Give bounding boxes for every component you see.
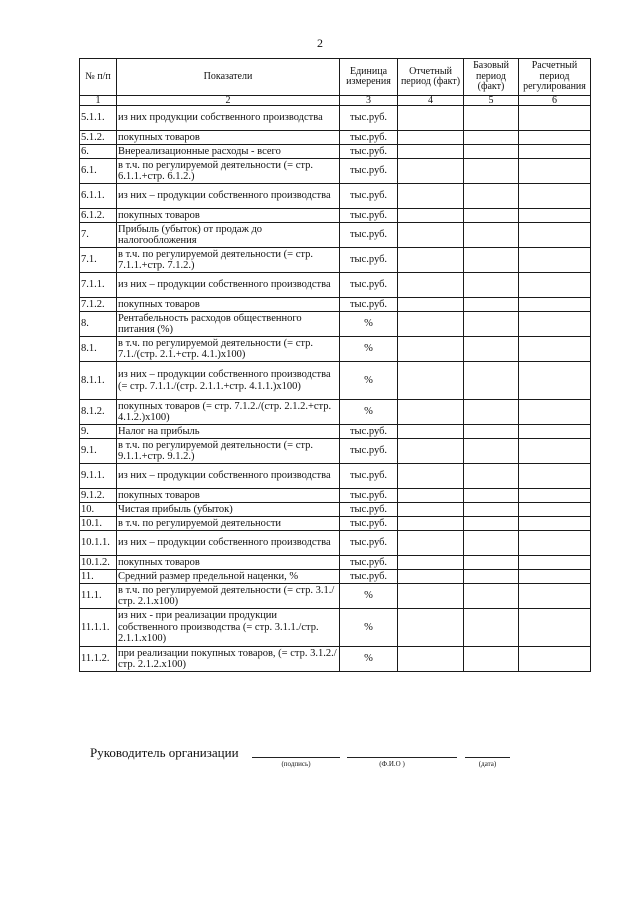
table-row bbox=[80, 145, 591, 159]
cell-regulation-period[interactable] bbox=[519, 159, 591, 184]
manager-label: Руководитель организации bbox=[90, 745, 239, 760]
row-label: в т.ч. по регулируемой деятельности (= стр. 3.1./стр. 2.1.x100) bbox=[117, 584, 340, 609]
cell-base-period[interactable] bbox=[464, 556, 519, 570]
row-unit: тыс.руб. bbox=[340, 209, 398, 223]
row-unit: тыс.руб. bbox=[340, 248, 398, 273]
row-unit: тыс.руб. bbox=[340, 131, 398, 145]
row-unit: % bbox=[340, 312, 398, 337]
header-indicators: Показатели bbox=[117, 59, 340, 96]
cell-regulation-period[interactable] bbox=[519, 517, 591, 531]
row-unit: % bbox=[340, 584, 398, 609]
table-row bbox=[80, 131, 591, 145]
row-number: 11. bbox=[80, 570, 117, 584]
cell-reporting-period[interactable] bbox=[398, 489, 464, 503]
row-label: покупных товаров bbox=[117, 131, 340, 145]
signature-caption: (подпись) bbox=[281, 760, 311, 768]
table-row bbox=[80, 570, 591, 584]
row-unit: тыс.руб. bbox=[340, 489, 398, 503]
cell-base-period[interactable] bbox=[464, 609, 519, 647]
cell-reporting-period[interactable] bbox=[398, 464, 464, 489]
cell-regulation-period[interactable] bbox=[519, 337, 591, 362]
table-row bbox=[80, 584, 591, 609]
row-label: покупных товаров (= стр. 7.1.2./(стр. 2.1.2.+стр. 4.1.2.)x100) bbox=[117, 400, 340, 425]
row-unit: тыс.руб. bbox=[340, 223, 398, 248]
cell-reporting-period[interactable] bbox=[398, 298, 464, 312]
cell-regulation-period[interactable] bbox=[519, 647, 591, 672]
cell-base-period[interactable] bbox=[464, 531, 519, 556]
row-label: Рентабельность расходов общественного питания (%) bbox=[117, 312, 340, 337]
cell-regulation-period[interactable] bbox=[519, 425, 591, 439]
row-number: 6.1.2. bbox=[80, 209, 117, 223]
row-number: 10. bbox=[80, 503, 117, 517]
header-num: № п/п bbox=[80, 59, 117, 96]
row-number: 5.1.1. bbox=[80, 106, 117, 131]
cell-regulation-period[interactable] bbox=[519, 464, 591, 489]
row-label: из них – продукции собственного производства (= стр. 7.1.1./(стр. 2.1.1.+стр. 4.1.1.)x100) bbox=[117, 362, 340, 400]
cell-reporting-period[interactable] bbox=[398, 209, 464, 223]
table-row bbox=[80, 517, 591, 531]
cell-base-period[interactable] bbox=[464, 425, 519, 439]
row-number: 11.1.1. bbox=[80, 609, 117, 647]
cell-regulation-period[interactable] bbox=[519, 131, 591, 145]
cell-reporting-period[interactable] bbox=[398, 362, 464, 400]
cell-base-period[interactable] bbox=[464, 489, 519, 503]
row-label: в т.ч. по регулируемой деятельности (= стр. 9.1.1.+стр. 9.1.2.) bbox=[117, 439, 340, 464]
row-label: из них - при реализации продукции собственного производства (= стр. 3.1.1./стр. 2.1.1.x100) bbox=[117, 609, 340, 647]
cell-regulation-period[interactable] bbox=[519, 556, 591, 570]
row-unit: тыс.руб. bbox=[340, 106, 398, 131]
cell-regulation-period[interactable] bbox=[519, 584, 591, 609]
cell-regulation-period[interactable] bbox=[519, 298, 591, 312]
row-number: 9.1.1. bbox=[80, 464, 117, 489]
column-number: 2 bbox=[117, 96, 340, 106]
cell-reporting-period[interactable] bbox=[398, 273, 464, 298]
cell-reporting-period[interactable] bbox=[398, 248, 464, 273]
cell-base-period[interactable] bbox=[464, 106, 519, 131]
cell-regulation-period[interactable] bbox=[519, 145, 591, 159]
cell-regulation-period[interactable] bbox=[519, 531, 591, 556]
row-label: в т.ч. по регулируемой деятельности (= стр. 7.1.1.+стр. 7.1.2.) bbox=[117, 248, 340, 273]
date-caption: (дата) bbox=[478, 760, 497, 768]
row-number: 6.1.1. bbox=[80, 184, 117, 209]
row-label: из них – продукции собственного производства bbox=[117, 184, 340, 209]
cell-regulation-period[interactable] bbox=[519, 503, 591, 517]
row-unit: тыс.руб. bbox=[340, 273, 398, 298]
cell-base-period[interactable] bbox=[464, 517, 519, 531]
cell-base-period[interactable] bbox=[464, 298, 519, 312]
row-number: 5.1.2. bbox=[80, 131, 117, 145]
date-line bbox=[465, 757, 510, 758]
table-row bbox=[80, 609, 591, 647]
row-number: 6. bbox=[80, 145, 117, 159]
row-label: покупных товаров bbox=[117, 209, 340, 223]
table-row bbox=[80, 531, 591, 556]
row-label: в т.ч. по регулируемой деятельности (= стр. 7.1./(стр. 2.1.+стр. 4.1.)x100) bbox=[117, 337, 340, 362]
row-label: в т.ч. по регулируемой деятельности bbox=[117, 517, 340, 531]
header-unit: Единица измерения bbox=[340, 59, 398, 96]
row-label: из них продукции собственного производства bbox=[117, 106, 340, 131]
cell-reporting-period[interactable] bbox=[398, 503, 464, 517]
cell-base-period[interactable] bbox=[464, 223, 519, 248]
cell-regulation-period[interactable] bbox=[519, 223, 591, 248]
row-unit: тыс.руб. bbox=[340, 517, 398, 531]
row-number: 11.1.2. bbox=[80, 647, 117, 672]
cell-regulation-period[interactable] bbox=[519, 184, 591, 209]
cell-regulation-period[interactable] bbox=[519, 489, 591, 503]
cell-reporting-period[interactable] bbox=[398, 647, 464, 672]
cell-regulation-period[interactable] bbox=[519, 209, 591, 223]
row-unit: тыс.руб. bbox=[340, 425, 398, 439]
cell-base-period[interactable] bbox=[464, 570, 519, 584]
cell-reporting-period[interactable] bbox=[398, 570, 464, 584]
table-row bbox=[80, 223, 591, 248]
row-unit: тыс.руб. bbox=[340, 159, 398, 184]
cell-regulation-period[interactable] bbox=[519, 273, 591, 298]
row-number: 7.1. bbox=[80, 248, 117, 273]
cell-regulation-period[interactable] bbox=[519, 106, 591, 131]
table-row bbox=[80, 425, 591, 439]
column-number: 5 bbox=[464, 96, 519, 106]
cell-regulation-period[interactable] bbox=[519, 609, 591, 647]
row-label: из них – продукции собственного производства bbox=[117, 464, 340, 489]
row-number: 7. bbox=[80, 223, 117, 248]
cell-reporting-period[interactable] bbox=[398, 159, 464, 184]
cell-base-period[interactable] bbox=[464, 584, 519, 609]
cell-reporting-period[interactable] bbox=[398, 223, 464, 248]
row-label: из них – продукции собственного производства bbox=[117, 531, 340, 556]
row-label: Средний размер предельной наценки, % bbox=[117, 570, 340, 584]
cell-base-period[interactable] bbox=[464, 184, 519, 209]
cell-regulation-period[interactable] bbox=[519, 570, 591, 584]
cell-base-period[interactable] bbox=[464, 400, 519, 425]
table-row bbox=[80, 106, 591, 131]
cell-base-period[interactable] bbox=[464, 439, 519, 464]
row-number: 8.1.1. bbox=[80, 362, 117, 400]
table-row bbox=[80, 248, 591, 273]
table-row bbox=[80, 209, 591, 223]
cell-base-period[interactable] bbox=[464, 131, 519, 145]
cell-regulation-period[interactable] bbox=[519, 439, 591, 464]
cell-base-period[interactable] bbox=[464, 248, 519, 273]
cell-base-period[interactable] bbox=[464, 503, 519, 517]
table-row bbox=[80, 184, 591, 209]
cell-base-period[interactable] bbox=[464, 145, 519, 159]
cell-reporting-period[interactable] bbox=[398, 531, 464, 556]
cell-regulation-period[interactable] bbox=[519, 248, 591, 273]
cell-reporting-period[interactable] bbox=[398, 184, 464, 209]
row-unit: тыс.руб. bbox=[340, 503, 398, 517]
table-row bbox=[80, 439, 591, 464]
cell-reporting-period[interactable] bbox=[398, 584, 464, 609]
name-line bbox=[347, 757, 457, 758]
cell-regulation-period[interactable] bbox=[519, 400, 591, 425]
indicators-table bbox=[79, 58, 591, 672]
table-row bbox=[80, 556, 591, 570]
row-number: 8. bbox=[80, 312, 117, 337]
cell-reporting-period[interactable] bbox=[398, 425, 464, 439]
row-label: в т.ч. по регулируемой деятельности (= стр. 6.1.1.+стр. 6.1.2.) bbox=[117, 159, 340, 184]
cell-regulation-period[interactable] bbox=[519, 312, 591, 337]
row-unit: % bbox=[340, 362, 398, 400]
row-number: 8.1.2. bbox=[80, 400, 117, 425]
row-unit: % bbox=[340, 337, 398, 362]
cell-base-period[interactable] bbox=[464, 362, 519, 400]
table-row bbox=[80, 464, 591, 489]
row-number: 9.1. bbox=[80, 439, 117, 464]
cell-reporting-period[interactable] bbox=[398, 312, 464, 337]
row-unit: % bbox=[340, 647, 398, 672]
table-row bbox=[80, 400, 591, 425]
table-row bbox=[80, 362, 591, 400]
header-base-period: Базовый период (факт) bbox=[464, 59, 519, 96]
column-number: 3 bbox=[340, 96, 398, 106]
row-unit: тыс.руб. bbox=[340, 439, 398, 464]
row-label: Чистая прибыль (убыток) bbox=[117, 503, 340, 517]
row-number: 6.1. bbox=[80, 159, 117, 184]
row-number: 9. bbox=[80, 425, 117, 439]
cell-reporting-period[interactable] bbox=[398, 106, 464, 131]
row-number: 11.1. bbox=[80, 584, 117, 609]
cell-regulation-period[interactable] bbox=[519, 362, 591, 400]
cell-reporting-period[interactable] bbox=[398, 337, 464, 362]
cell-reporting-period[interactable] bbox=[398, 400, 464, 425]
row-label: Налог на прибыль bbox=[117, 425, 340, 439]
column-number: 6 bbox=[519, 96, 591, 106]
row-unit: тыс.руб. bbox=[340, 531, 398, 556]
table-row bbox=[80, 273, 591, 298]
row-number: 7.1.2. bbox=[80, 298, 117, 312]
row-number: 8.1. bbox=[80, 337, 117, 362]
row-label: при реализации покупных товаров, (= стр. 3.1.2./стр. 2.1.2.x100) bbox=[117, 647, 340, 672]
cell-base-period[interactable] bbox=[464, 159, 519, 184]
row-unit: тыс.руб. bbox=[340, 145, 398, 159]
table-row bbox=[80, 647, 591, 672]
cell-reporting-period[interactable] bbox=[398, 609, 464, 647]
cell-base-period[interactable] bbox=[464, 209, 519, 223]
column-number: 4 bbox=[398, 96, 464, 106]
cell-base-period[interactable] bbox=[464, 273, 519, 298]
row-number: 10.1.1. bbox=[80, 531, 117, 556]
table-row bbox=[80, 312, 591, 337]
row-number: 10.1.2. bbox=[80, 556, 117, 570]
row-label: покупных товаров bbox=[117, 489, 340, 503]
cell-reporting-period[interactable] bbox=[398, 145, 464, 159]
table-row bbox=[80, 159, 591, 184]
row-label: покупных товаров bbox=[117, 556, 340, 570]
row-number: 7.1.1. bbox=[80, 273, 117, 298]
table-row bbox=[80, 489, 591, 503]
header-row bbox=[80, 59, 591, 96]
row-unit: % bbox=[340, 609, 398, 647]
header-regulation-period: Расчетный период регулирования bbox=[519, 59, 591, 96]
row-unit: % bbox=[340, 400, 398, 425]
column-number-row bbox=[80, 96, 591, 106]
cell-base-period[interactable] bbox=[464, 647, 519, 672]
table-row bbox=[80, 337, 591, 362]
row-label: Прибыль (убыток) от продаж до налогообложения bbox=[117, 223, 340, 248]
cell-reporting-period[interactable] bbox=[398, 517, 464, 531]
row-label: Внереализационные расходы - всего bbox=[117, 145, 340, 159]
row-unit: тыс.руб. bbox=[340, 464, 398, 489]
row-number: 9.1.2. bbox=[80, 489, 117, 503]
row-unit: тыс.руб. bbox=[340, 556, 398, 570]
cell-base-period[interactable] bbox=[464, 337, 519, 362]
page-number: 2 bbox=[317, 36, 323, 50]
header-reporting-period: Отчетный период (факт) bbox=[398, 59, 464, 96]
row-label: из них – продукции собственного производства bbox=[117, 273, 340, 298]
table-row bbox=[80, 298, 591, 312]
row-number: 10.1. bbox=[80, 517, 117, 531]
row-unit: тыс.руб. bbox=[340, 184, 398, 209]
row-unit: тыс.руб. bbox=[340, 570, 398, 584]
table-row bbox=[80, 503, 591, 517]
name-caption: (Ф.И.О ) bbox=[379, 760, 405, 768]
table-body bbox=[80, 106, 591, 672]
cell-reporting-period[interactable] bbox=[398, 439, 464, 464]
cell-base-period[interactable] bbox=[464, 464, 519, 489]
row-unit: тыс.руб. bbox=[340, 298, 398, 312]
column-number: 1 bbox=[80, 96, 117, 106]
signature-line bbox=[252, 757, 340, 758]
cell-base-period[interactable] bbox=[464, 312, 519, 337]
row-label: покупных товаров bbox=[117, 298, 340, 312]
cell-reporting-period[interactable] bbox=[398, 556, 464, 570]
cell-reporting-period[interactable] bbox=[398, 131, 464, 145]
